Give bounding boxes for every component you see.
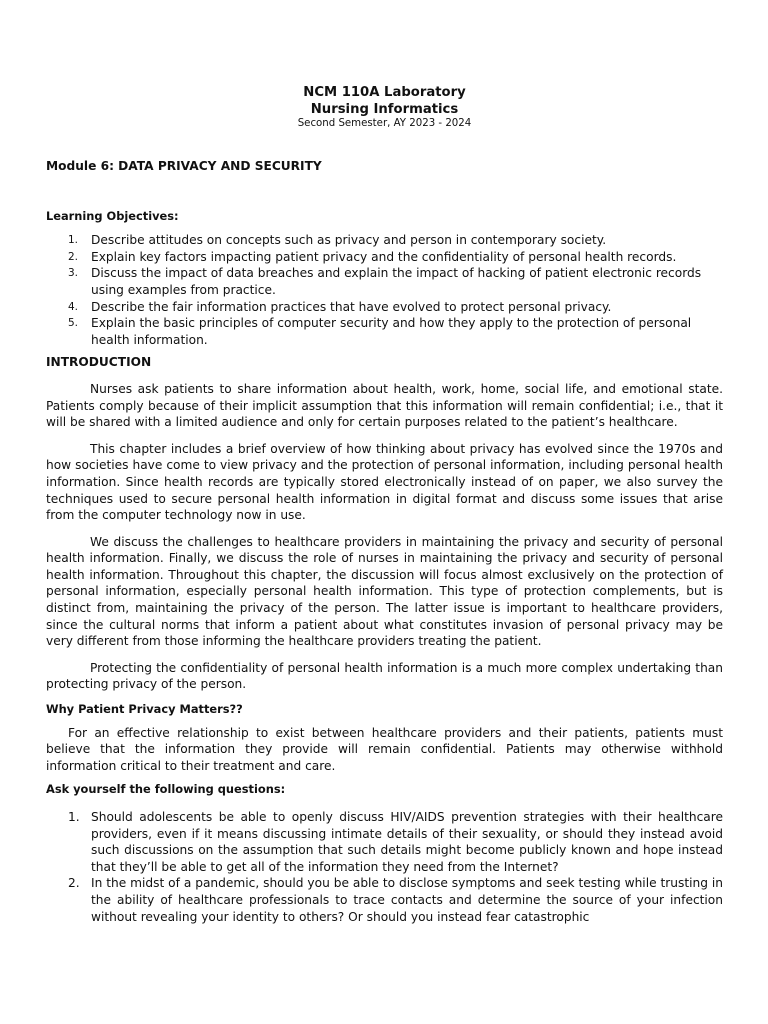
- objectives-title: Learning Objectives:: [46, 208, 179, 223]
- question-item: [46, 875, 723, 925]
- objectives-list: [46, 232, 723, 348]
- question-text: In the midst of a pandemic, should you be able to disclose symptoms and seek testing while trusting in the ability of healthcare professionals to trace contacts and determine the source of your infection without revealing your identity to others? Or should you instead fear catastrophic: [91, 876, 723, 924]
- document-page: [46, 84, 723, 925]
- objective-item: [46, 249, 723, 266]
- question-text: Should adolescents be able to openly discuss HIV/AIDS prevention strategies with their healthcare providers, even if it means discussing intimate details of their sexuality, or should they instead avoid such discussions on the assumption that such details might become publicly known and hope instead that they’ll be able to get all of the information they need from the Internet?: [91, 810, 723, 874]
- objective-item: [46, 299, 723, 316]
- objective-text: Discuss the impact of data breaches and explain the impact of hacking of patient electronic records using examples from practice.: [91, 266, 702, 297]
- objective-number: 4.: [68, 300, 79, 313]
- objective-item: [46, 232, 723, 249]
- objective-item: [46, 315, 723, 348]
- question-number: 2.: [68, 876, 80, 891]
- objective-number: 5.: [68, 317, 79, 330]
- intro-paragraph: Protecting the confidentiality of personal health information is a much more complex undertaking than protecting privacy of the person.: [46, 660, 723, 692]
- ask-questions-title: Ask yourself the following questions:: [46, 782, 286, 797]
- why-privacy-paragraph: For an effective relationship to exist between healthcare providers and their patients, patients must believe that the information they provide will remain confidential. Patients may otherwise withhold information critical to their treatment and care.: [46, 725, 723, 773]
- objective-text: Explain the basic principles of computer security and how they apply to the protection of personal health information.: [91, 316, 692, 347]
- why-privacy-title: Why Patient Privacy Matters??: [46, 702, 243, 717]
- question-number: 1.: [68, 810, 80, 824]
- intro-paragraph: This chapter includes a brief overview of how thinking about privacy has evolved since the 1970s and how societies have come to view privacy and the protection of personal information, including personal health information. Since health records are typically stored electronically instead of on paper, we also survey the techniques used to secure personal health information in digital format and discuss some issues that arise from the computer technology now in use.: [46, 441, 723, 523]
- intro-paragraph: Nurses ask patients to share information about health, work, home, social life, and emotional state. Patients comply because of their implicit assumption that this information will remain confidential; i.e., that it will be shared with a limited audience and only for certain purposes related to the patient’s healthcare.: [46, 381, 723, 430]
- objective-text: Explain key factors impacting patient privacy and the confidentiality of personal health records.: [91, 249, 677, 264]
- objective-number: 2.: [68, 250, 79, 263]
- intro-paragraph: We discuss the challenges to healthcare providers in maintaining the privacy and security of personal health information. Finally, we discuss the role of nurses in maintaining the privacy and security of personal health information. Throughout this chapter, the discussion will focus almost exclusively on the protection of personal information, especially personal health information. This type of protection complements, but is distinct from, maintaining the privacy of the person. The latter issue is important to healthcare providers, since the cultural norms that inform a patient about what constitutes invasion of personal privacy may be very different from those informing the healthcare providers treating the patient.: [46, 534, 723, 649]
- objective-number: 1.: [68, 234, 79, 247]
- introduction-title: INTRODUCTION: [46, 355, 152, 370]
- semester-line: Second Semester, AY 2023 - 2024: [297, 118, 472, 129]
- module-title: Module 6: DATA PRIVACY AND SECURITY: [46, 159, 322, 173]
- questions-list: [46, 809, 723, 925]
- course-title: NCM 110A Laboratory: [303, 85, 466, 100]
- objective-number: 3.: [68, 267, 79, 280]
- subject-title: Nursing Informatics: [310, 102, 459, 117]
- objective-item: [46, 265, 723, 298]
- document-header: [46, 84, 723, 130]
- objective-text: Describe the fair information practices that have evolved to protect personal privacy.: [91, 299, 612, 314]
- objective-text: Describe attitudes on concepts such as privacy and person in contemporary society.: [91, 233, 607, 248]
- question-item: [46, 809, 723, 875]
